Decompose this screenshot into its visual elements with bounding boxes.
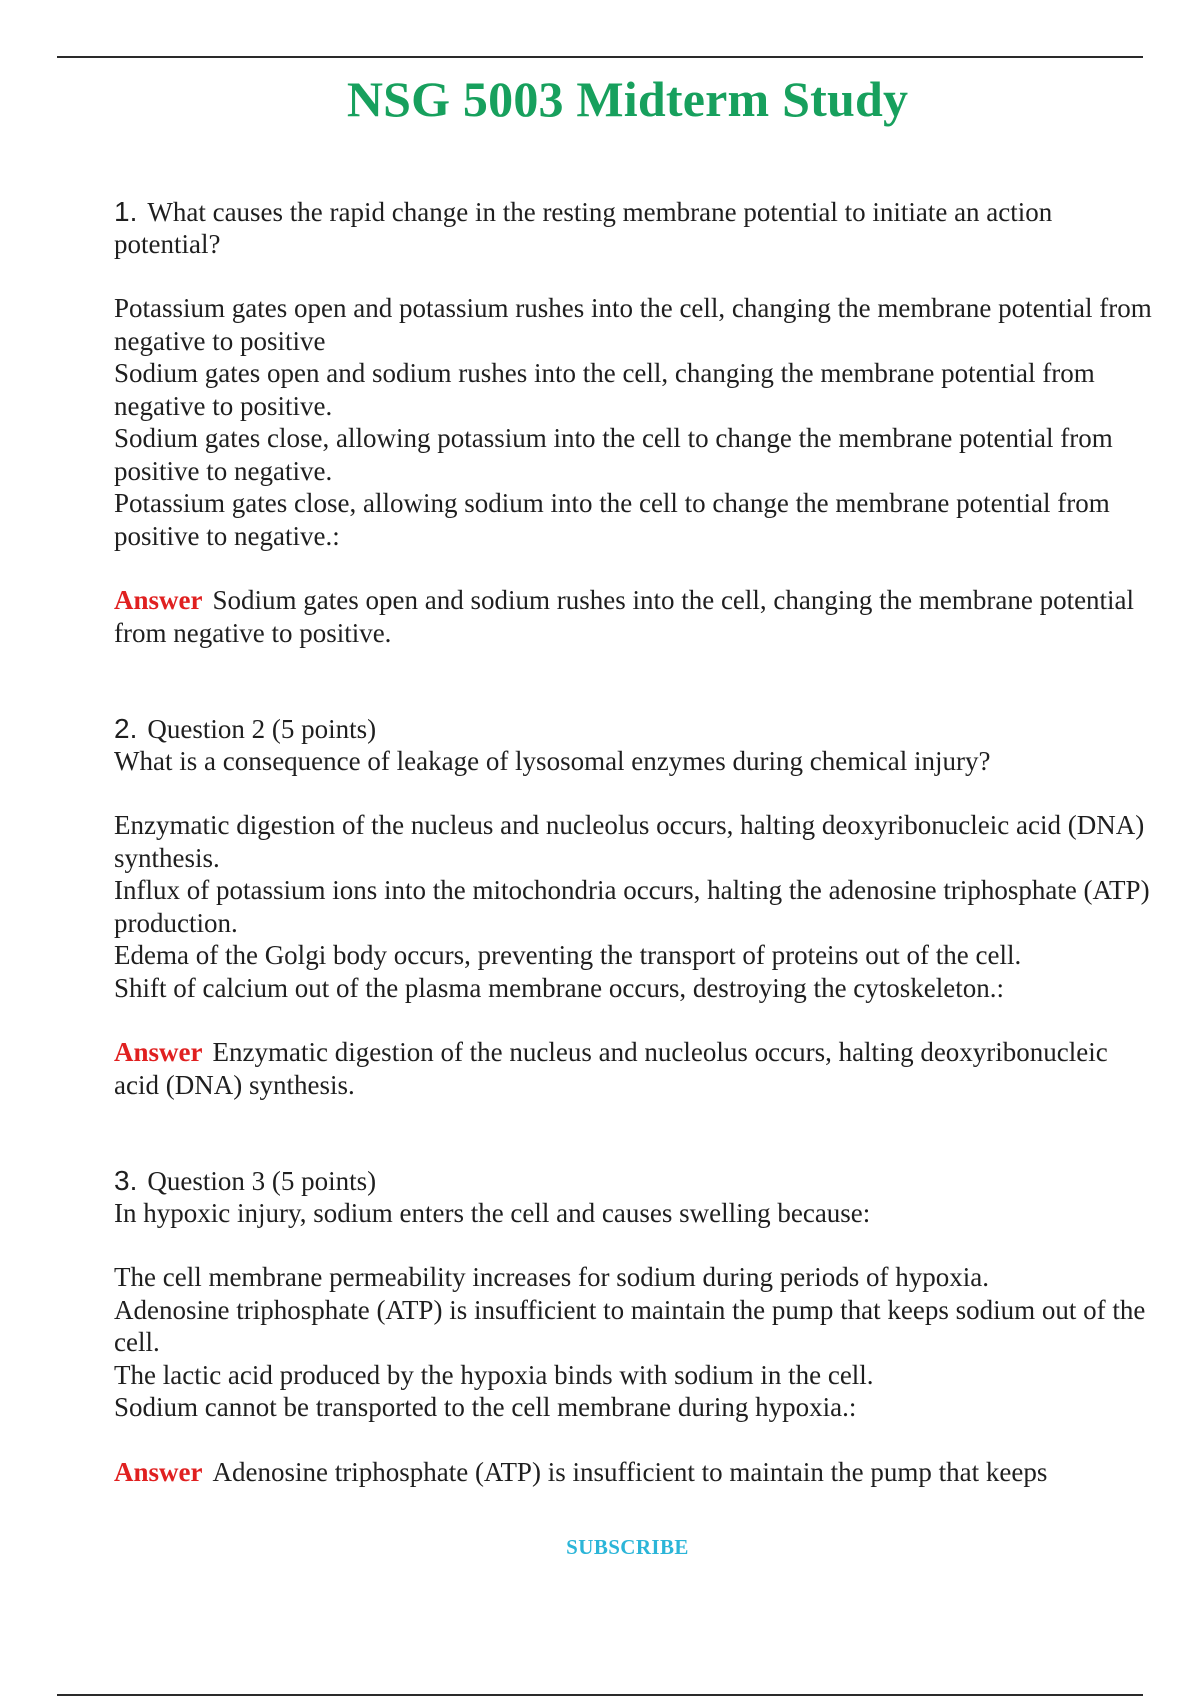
option-text: Shift of calcium out of the plasma membrane occurs, destroying the cytoskeleton.: <box>114 972 1005 1003</box>
question-heading <box>114 1165 1154 1197</box>
option-text: The cell membrane permeability increases for sodium during periods of hypoxia. <box>114 1262 989 1292</box>
option-text: Influx of potassium ions into the mitochondria occurs, halting the adenosine triphosphate (ATP) production. <box>114 875 1150 938</box>
question-title: Question 2 (5 points) <box>147 714 377 744</box>
answer-label: Answer <box>114 1456 203 1487</box>
option-text: Sodium gates close, allowing potassium into the cell to change the membrane potential from positive to negative. <box>114 423 1113 486</box>
subscribe-link[interactable]: SUBSCRIBE <box>566 1535 689 1559</box>
answer-text: Sodium gates open and sodium rushes into the cell, changing the membrane potential from negative to positive. <box>114 585 1135 648</box>
answer-line <box>114 584 1154 649</box>
answer-line <box>114 1036 1154 1101</box>
question-block <box>114 1165 1154 1488</box>
answer-label: Answer <box>114 585 203 615</box>
option-text: Sodium cannot be transported to the cell membrane during hypoxia.: <box>114 1392 857 1422</box>
question-number: 2. <box>114 713 138 744</box>
option-text: Edema of the Golgi body occurs, preventing the transport of proteins out of the cell. <box>114 940 1022 970</box>
question-block <box>114 196 1154 649</box>
question-text: What causes the rapid change in the resting membrane potential to initiate an action potential? <box>114 197 1053 259</box>
question-number: 3. <box>114 1165 138 1196</box>
options-list <box>114 809 1154 1004</box>
question-heading <box>114 196 1154 260</box>
answer-text: Enzymatic digestion of the nucleus and nucleolus occurs, halting deoxyribonucleic acid (DNA) synthesis. <box>114 1037 1108 1100</box>
bottom-divider <box>57 1694 1143 1696</box>
answer-line <box>114 1456 1154 1489</box>
options-list <box>114 292 1154 552</box>
question-heading <box>114 713 1154 745</box>
answer-text: Adenosine triphosphate (ATP) is insufficient to maintain the pump that keeps <box>212 1456 1048 1487</box>
question-title: Question 3 (5 points) <box>147 1166 377 1196</box>
options-list <box>114 1261 1154 1424</box>
question-number: 1. <box>114 196 138 227</box>
option-text: The lactic acid produced by the hypoxia binds with sodium in the cell. <box>114 1359 874 1390</box>
answer-label: Answer <box>114 1037 203 1067</box>
document-body <box>114 196 1154 1488</box>
page-title: NSG 5003 Midterm Study <box>346 71 909 127</box>
option-text: Adenosine triphosphate (ATP) is insufficient to maintain the pump that keeps sodium out of the cell. <box>114 1294 1146 1357</box>
question-text: In hypoxic injury, sodium enters the cell and causes swelling because: <box>114 1198 871 1228</box>
top-divider <box>57 56 1143 58</box>
question-text: What is a consequence of leakage of lysosomal enzymes during chemical injury? <box>114 746 991 776</box>
option-text: Sodium gates open and sodium rushes into the cell, changing the membrane potential from negative to positive. <box>114 358 1095 421</box>
option-text: Enzymatic digestion of the nucleus and nucleolus occurs, halting deoxyribonucleic acid (DNA) synthesis. <box>114 810 1145 873</box>
question-block <box>114 713 1154 1101</box>
option-text: Potassium gates open and potassium rushes into the cell, changing the membrane potential from negative to positive <box>114 293 1152 356</box>
option-text: Potassium gates close, allowing sodium into the cell to change the membrane potential from positive to negative.: <box>114 488 1110 551</box>
